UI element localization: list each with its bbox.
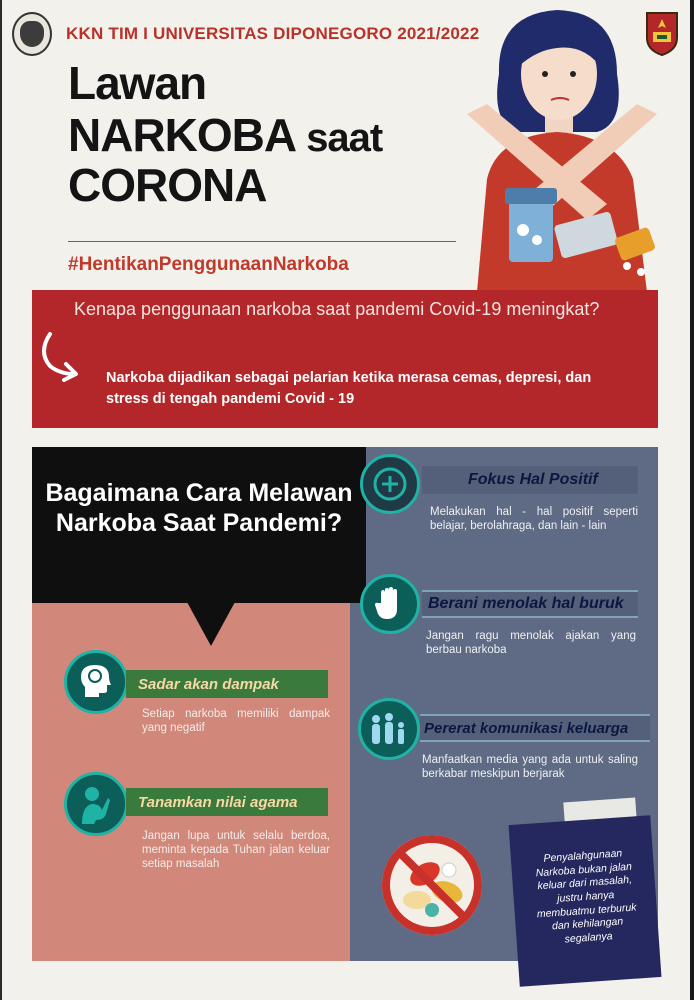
tip-desc-religion: Jangan lupa untuk selalu berdoa, meminta kepada Tuhan jalan keluar setiap masalah	[142, 830, 330, 870]
note-text: Penyalahgunaan Narkoba bukan jalan keluar dari masalah, justru hanya membuatmu terburuk dan kehilangan segalanya	[535, 847, 637, 946]
title-line-3: CORONA	[68, 159, 267, 211]
tip-title-family: Pererat komunikasi keluarga	[420, 714, 650, 742]
kkn-label: KKN TIM I UNIVERSITAS DIPONEGORO 2021/2022	[66, 24, 480, 43]
no-drugs-icon	[377, 830, 487, 940]
plus-icon	[360, 454, 420, 514]
tip-desc-impact: Setiap narkoba memiliki dampak yang negatif	[142, 708, 330, 734]
question-box	[32, 290, 658, 428]
praying-icon	[64, 772, 128, 836]
stop-hand-icon	[360, 574, 420, 634]
tip-desc-positive: Melakukan hal - hal positif seperti belajar, berolahraga, dan lain - lain	[430, 506, 638, 532]
curved-arrow-icon	[36, 330, 82, 382]
family-icon	[358, 698, 420, 760]
pointer-down-icon	[187, 602, 235, 646]
woman-refusing-drugs-illustration	[457, 4, 677, 292]
page-title	[68, 57, 383, 211]
note-card	[509, 815, 662, 987]
poster	[2, 0, 690, 1000]
head-icon	[64, 650, 128, 714]
question-text: Kenapa penggunaan narkoba saat pandemi Covid-19 meningkat?	[74, 299, 600, 319]
tip-title-refuse: Berani menolak hal buruk	[422, 590, 638, 618]
frame-border	[690, 0, 694, 1000]
tip-title-positive: Fokus Hal Positif	[422, 466, 638, 494]
tip-desc-family: Manfaatkan media yang ada untuk saling berkabar meskipun berjarak	[422, 754, 638, 780]
divider	[68, 241, 456, 242]
hashtag: #HentikanPenggunaanNarkoba	[68, 254, 349, 275]
tip-title-impact: Sadar akan dampak	[126, 670, 328, 698]
tip-desc-refuse: Jangan ragu menolak ajakan yang berbau narkoba	[426, 630, 636, 656]
title-line-2: NARKOBA saat	[68, 109, 383, 161]
how-title: Bagaimana Cara Melawan Narkoba Saat Pandemi?	[45, 479, 353, 537]
tip-title-religion: Tanamkan nilai agama	[126, 788, 328, 816]
title-line-1: Lawan	[68, 57, 207, 109]
university-logo	[12, 12, 52, 56]
answer-text: Narkoba dijadikan sebagai pelarian ketika merasa cemas, depresi, dan stress di tengah pandemi Covid - 19	[106, 370, 592, 408]
